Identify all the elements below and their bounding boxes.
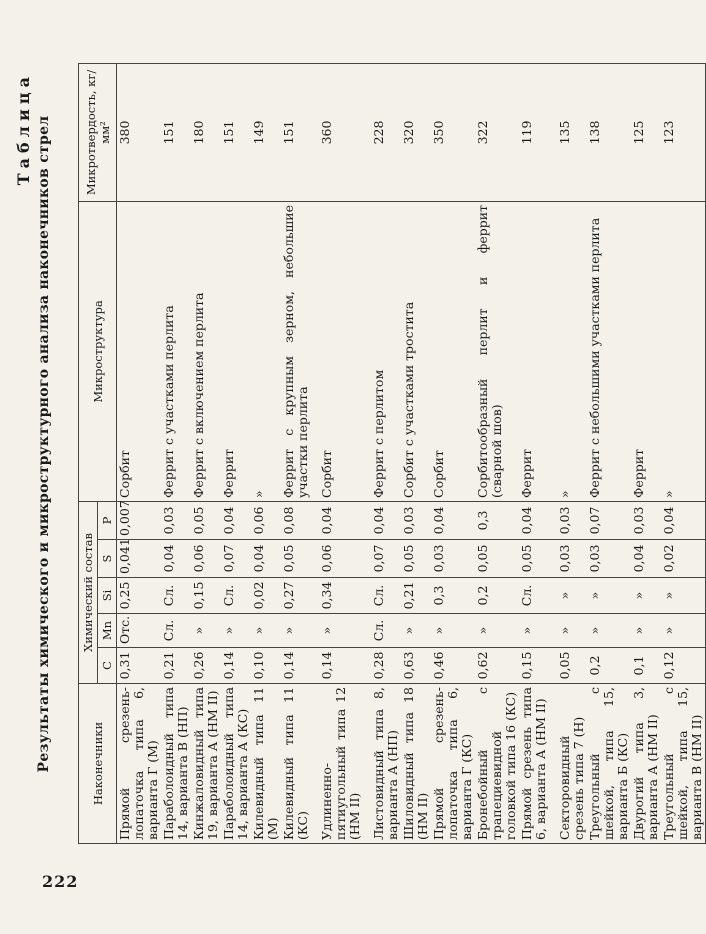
cell-mn: » bbox=[631, 614, 661, 648]
cell-si: » bbox=[557, 578, 587, 614]
cell-name: Прямой срезень типа 6, варианта А (НМ II) bbox=[519, 684, 549, 844]
header-microhardness: Микротвердость, кг/мм² bbox=[79, 63, 117, 201]
cell-mn: » bbox=[475, 614, 519, 648]
table-row bbox=[631, 63, 661, 843]
table-row bbox=[371, 63, 401, 843]
cell-h: 151 bbox=[221, 63, 251, 201]
cell-mn: » bbox=[221, 614, 251, 648]
cell-si: Сл. bbox=[161, 578, 191, 614]
cell-micro: Феррит с крупным зерном, небольшие участки перлита bbox=[281, 201, 311, 501]
cell-mn: Отс. bbox=[117, 614, 162, 648]
cell-si: Сл. bbox=[519, 578, 549, 614]
cell-c: 0,14 bbox=[319, 648, 363, 684]
cell-s: 0,041 bbox=[117, 540, 162, 578]
cell-micro: Феррит с небольшими участками перлита bbox=[587, 201, 631, 501]
cell-s: 0,07 bbox=[371, 540, 401, 578]
cell-si: 0,15 bbox=[191, 578, 221, 614]
cell-micro: » bbox=[251, 201, 281, 501]
cell-mn: » bbox=[191, 614, 221, 648]
header-s: S bbox=[98, 540, 117, 578]
cell-si: Сл. bbox=[371, 578, 401, 614]
table-row bbox=[401, 63, 431, 843]
cell-mn: Сл. bbox=[371, 614, 401, 648]
header-tips: Наконечники bbox=[79, 684, 117, 844]
table-row bbox=[557, 63, 587, 843]
cell-s: 0,05 bbox=[281, 540, 311, 578]
cell-mn: » bbox=[401, 614, 431, 648]
cell-s: 0,06 bbox=[319, 540, 363, 578]
group-spacer bbox=[549, 63, 557, 843]
table-title: Результаты химического и микроструктурного анализа наконечников стрел bbox=[36, 115, 52, 773]
cell-name: Шиловидный типа 18 (НМ II) bbox=[401, 684, 431, 844]
cell-si: » bbox=[587, 578, 631, 614]
cell-si: 0,02 bbox=[251, 578, 281, 614]
cell-p: 0,04 bbox=[519, 501, 549, 539]
cell-p: 0,04 bbox=[221, 501, 251, 539]
cell-p: 0,3 bbox=[475, 501, 519, 539]
table-row bbox=[319, 63, 363, 843]
cell-h: 151 bbox=[161, 63, 191, 201]
cell-name: Треугольный с шейкой, типа 15, варианта Б (КС) bbox=[587, 684, 631, 844]
cell-s: 0,06 bbox=[191, 540, 221, 578]
cell-c: 0,21 bbox=[161, 648, 191, 684]
table-body bbox=[117, 63, 706, 843]
cell-si: 0,34 bbox=[319, 578, 363, 614]
table-row bbox=[251, 63, 281, 843]
table-row bbox=[117, 63, 162, 843]
table-label: Таблица bbox=[14, 72, 33, 186]
cell-si: 0,25 bbox=[117, 578, 162, 614]
cell-micro: Феррит bbox=[631, 201, 661, 501]
header-chemical-composition: Химический состав bbox=[79, 501, 98, 683]
cell-micro: Феррит с перлитом bbox=[371, 201, 401, 501]
cell-c: 0,10 bbox=[251, 648, 281, 684]
cell-micro: » bbox=[661, 201, 706, 501]
cell-h: 149 bbox=[251, 63, 281, 201]
table-row bbox=[587, 63, 631, 843]
cell-p: 0,05 bbox=[191, 501, 221, 539]
header-microstructure: Микроструктура bbox=[79, 201, 117, 501]
cell-p: 0,03 bbox=[161, 501, 191, 539]
cell-micro: » bbox=[557, 201, 587, 501]
cell-mn: » bbox=[431, 614, 475, 648]
cell-mn: » bbox=[281, 614, 311, 648]
cell-si: 0,3 bbox=[431, 578, 475, 614]
cell-p: 0,06 bbox=[251, 501, 281, 539]
cell-p: 0,03 bbox=[631, 501, 661, 539]
cell-s: 0,04 bbox=[161, 540, 191, 578]
cell-s: 0,03 bbox=[431, 540, 475, 578]
cell-si: » bbox=[661, 578, 706, 614]
cell-s: 0,05 bbox=[519, 540, 549, 578]
cell-micro: Сорбитообразный перлит и феррит (сварной шов) bbox=[475, 201, 519, 501]
cell-c: 0,12 bbox=[661, 648, 706, 684]
cell-name: Прямой срезень-лопаточка типа 6, варианта Г (М) bbox=[117, 684, 162, 844]
cell-s: 0,04 bbox=[631, 540, 661, 578]
cell-h: 138 bbox=[587, 63, 631, 201]
results-table bbox=[78, 63, 706, 844]
cell-s: 0,03 bbox=[587, 540, 631, 578]
cell-si: 0,27 bbox=[281, 578, 311, 614]
cell-c: 0,14 bbox=[221, 648, 251, 684]
group-spacer bbox=[363, 63, 371, 843]
cell-c: 0,1 bbox=[631, 648, 661, 684]
cell-p: 0,08 bbox=[281, 501, 311, 539]
cell-si: 0,2 bbox=[475, 578, 519, 614]
cell-h: 151 bbox=[281, 63, 311, 201]
cell-c: 0,15 bbox=[519, 648, 549, 684]
cell-c: 0,2 bbox=[587, 648, 631, 684]
table-row bbox=[519, 63, 549, 843]
cell-s: 0,04 bbox=[251, 540, 281, 578]
cell-name: Листовидный типа 8, варианта А (НП) bbox=[371, 684, 401, 844]
cell-mn: » bbox=[519, 614, 549, 648]
cell-micro: Сорбит с участками тростита bbox=[401, 201, 431, 501]
cell-si: Сл. bbox=[221, 578, 251, 614]
cell-name: Бронебойный с трапециевидной головкой типа 16 (КС) bbox=[475, 684, 519, 844]
table-row bbox=[281, 63, 311, 843]
cell-p: 0,07 bbox=[587, 501, 631, 539]
cell-p: 0,03 bbox=[401, 501, 431, 539]
cell-micro: Феррит bbox=[519, 201, 549, 501]
header-mn: Mn bbox=[98, 614, 117, 648]
group-spacer bbox=[311, 63, 319, 843]
cell-mn: » bbox=[251, 614, 281, 648]
cell-micro: Сорбит bbox=[319, 201, 363, 501]
cell-p: 0,04 bbox=[371, 501, 401, 539]
cell-mn: » bbox=[557, 614, 587, 648]
cell-c: 0,05 bbox=[557, 648, 587, 684]
cell-name: Удлиненно-пятиугольный типа 12 (НМ II) bbox=[319, 684, 363, 844]
cell-micro: Феррит bbox=[221, 201, 251, 501]
cell-c: 0,46 bbox=[431, 648, 475, 684]
cell-h: 320 bbox=[401, 63, 431, 201]
cell-p: 0,04 bbox=[661, 501, 706, 539]
cell-si: » bbox=[631, 578, 661, 614]
cell-h: 350 bbox=[431, 63, 475, 201]
cell-name: Треугольный с шейкой, типа 15, варианта В (НМ II) bbox=[661, 684, 706, 844]
header-c: C bbox=[98, 648, 117, 684]
cell-micro: Сорбит bbox=[431, 201, 475, 501]
cell-name: Параболоидный типа 14, варианта А (КС) bbox=[221, 684, 251, 844]
cell-s: 0,05 bbox=[475, 540, 519, 578]
cell-name: Килевидный типа 11 (М) bbox=[251, 684, 281, 844]
cell-name: Килевидный типа 11 (КС) bbox=[281, 684, 311, 844]
table-row bbox=[661, 63, 706, 843]
table-row bbox=[161, 63, 191, 843]
cell-c: 0,28 bbox=[371, 648, 401, 684]
cell-mn: » bbox=[587, 614, 631, 648]
cell-mn: » bbox=[319, 614, 363, 648]
table-row bbox=[191, 63, 221, 843]
cell-c: 0,63 bbox=[401, 648, 431, 684]
cell-name: Кинжаловидный типа 19, варианта А (НМ II) bbox=[191, 684, 221, 844]
cell-mn: Сл. bbox=[161, 614, 191, 648]
cell-p: 0,007 bbox=[117, 501, 162, 539]
cell-micro: Сорбит bbox=[117, 201, 162, 501]
cell-h: 380 bbox=[117, 63, 162, 201]
cell-si: 0,21 bbox=[401, 578, 431, 614]
cell-s: 0,02 bbox=[661, 540, 706, 578]
cell-p: 0,03 bbox=[557, 501, 587, 539]
cell-micro: Феррит с участками перлита bbox=[161, 201, 191, 501]
cell-c: 0,62 bbox=[475, 648, 519, 684]
cell-name: Прямой срезень-лопаточка типа 6, варианта Г (КС) bbox=[431, 684, 475, 844]
cell-h: 119 bbox=[519, 63, 549, 201]
cell-c: 0,31 bbox=[117, 648, 162, 684]
cell-name: Двурогий типа 3, варианта А (НМ II) bbox=[631, 684, 661, 844]
header-p: P bbox=[98, 501, 117, 539]
cell-p: 0,04 bbox=[431, 501, 475, 539]
cell-c: 0,26 bbox=[191, 648, 221, 684]
cell-h: 360 bbox=[319, 63, 363, 201]
cell-s: 0,05 bbox=[401, 540, 431, 578]
cell-s: 0,07 bbox=[221, 540, 251, 578]
cell-name: Параболоидный типа 14, варианта В (НП) bbox=[161, 684, 191, 844]
cell-micro: Феррит с включением перлита bbox=[191, 201, 221, 501]
cell-h: 135 bbox=[557, 63, 587, 201]
cell-h: 322 bbox=[475, 63, 519, 201]
cell-h: 180 bbox=[191, 63, 221, 201]
header-si: Si bbox=[98, 578, 117, 614]
table-row bbox=[475, 63, 519, 843]
cell-p: 0,04 bbox=[319, 501, 363, 539]
cell-name: Секторовидный срезень типа 7 (Н) bbox=[557, 684, 587, 844]
table-row bbox=[431, 63, 475, 843]
cell-h: 125 bbox=[631, 63, 661, 201]
cell-mn: » bbox=[661, 614, 706, 648]
cell-h: 228 bbox=[371, 63, 401, 201]
cell-s: 0,03 bbox=[557, 540, 587, 578]
page-number: 222 bbox=[42, 872, 79, 891]
cell-h: 123 bbox=[661, 63, 706, 201]
table-row bbox=[221, 63, 251, 843]
cell-c: 0,14 bbox=[281, 648, 311, 684]
